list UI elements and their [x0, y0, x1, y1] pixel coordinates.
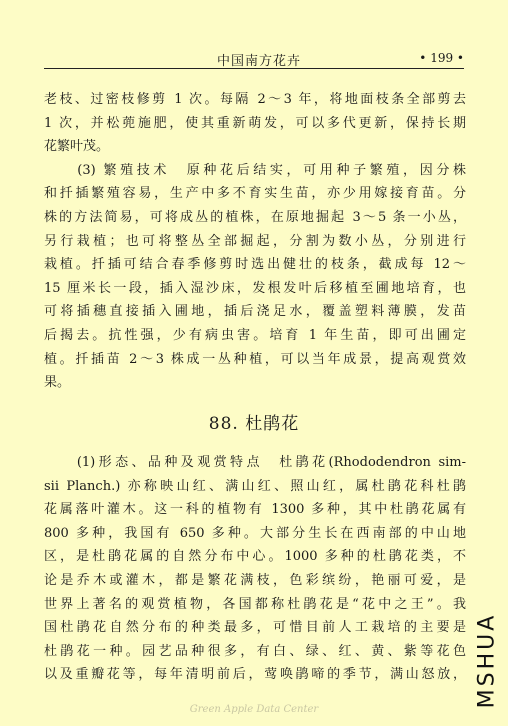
bottom-watermark: Green Apple Data Center [189, 704, 319, 715]
text-line: 以及重瓣花等，每年清明前后，莺唤鹃啼的季节，满山怒放， [44, 667, 466, 683]
side-watermark [466, 610, 508, 710]
text-line: 花繁叶茂。 [44, 139, 110, 155]
body-text-lower [44, 451, 466, 687]
text-line: 可将插穗直接插入圃地，插后浇足水，覆盖塑料薄膜，发苗 [44, 304, 466, 320]
running-header [44, 48, 464, 70]
text-line: 区，是杜鹃花属的自然分布中心。1000 多种的杜鹃花类，不 [44, 549, 466, 565]
text-line: 15 厘米长一段，插入湿沙床，发根发叶后移植至圃地培育，也 [44, 280, 466, 296]
text-line: 花属落叶灌木。这一科的植物有 1300 多种，其中杜鹃花属有 [44, 502, 466, 518]
book-title: 中国南方花卉 [217, 54, 302, 69]
text-line: 栽植。扦插可结合春季修剪时选出健壮的枝条，截成每 12～ [44, 257, 466, 273]
body-text-upper [44, 88, 466, 395]
text-line: 国杜鹃花自然分布的种类最多，可惜目前人工栽培的主要是 [44, 620, 466, 636]
header-rule [44, 68, 464, 69]
text-line: 后揭去。抗性强，少有病虫害。培育 1 年生苗，即可出圃定 [44, 327, 466, 343]
text-line: 老枝、过密枝修剪 1 次。每隔 2～3 年，将地面枝条全部剪去 [44, 92, 466, 107]
text-line: 另行栽植；也可将整丛全部掘起，分割为数小丛，分别进行 [44, 233, 466, 249]
text-line: 论是乔木或灌木，都是繁花满枝，色彩缤纷，艳丽可爱，是 [44, 572, 466, 588]
text-line: 800 多种，我国有 650 多种。大部分生长在西南部的中山地 [44, 525, 466, 541]
section-heading: 88. 杜鹃花 [208, 414, 300, 434]
text-line: 植。扦插苗 2～3 株成一丛种植，可以当年成景，提高观赏效 [44, 351, 466, 367]
text-line: 1 次，并松蔸施肥，使其重新萌发，可以多代更新，保持长期 [44, 115, 466, 131]
page-number: • 199 • [419, 51, 464, 65]
text-line: sii Planch.) 亦称映山红、满山红、照山红，属杜鹃花科杜鹃 [44, 478, 466, 494]
text-line: 世界上著名的观赏植物，各国都称杜鹃花是“花中之王”。我 [44, 596, 466, 612]
text-line: (3) 繁殖技术 原种花后结实，可用种子繁殖，因分株 [44, 162, 466, 178]
text-line: (1)形态、品种及观赏特点 杜鹃花(Rhododendron sim- [44, 455, 466, 470]
side-watermark-text: MSHUA [474, 612, 500, 708]
text-line: 株的方法简易，可将成丛的植株，在原地掘起 3～5 条一小丛， [44, 209, 466, 225]
text-line: 果。 [44, 375, 71, 391]
text-line: 和扦插繁殖容易，生产中多不育实生苗，亦少用嫁接育苗。分 [44, 186, 466, 202]
text-line: 杜鹃花一种。园艺品种很多，有白、绿、红、黄、紫等花色 [44, 643, 466, 659]
